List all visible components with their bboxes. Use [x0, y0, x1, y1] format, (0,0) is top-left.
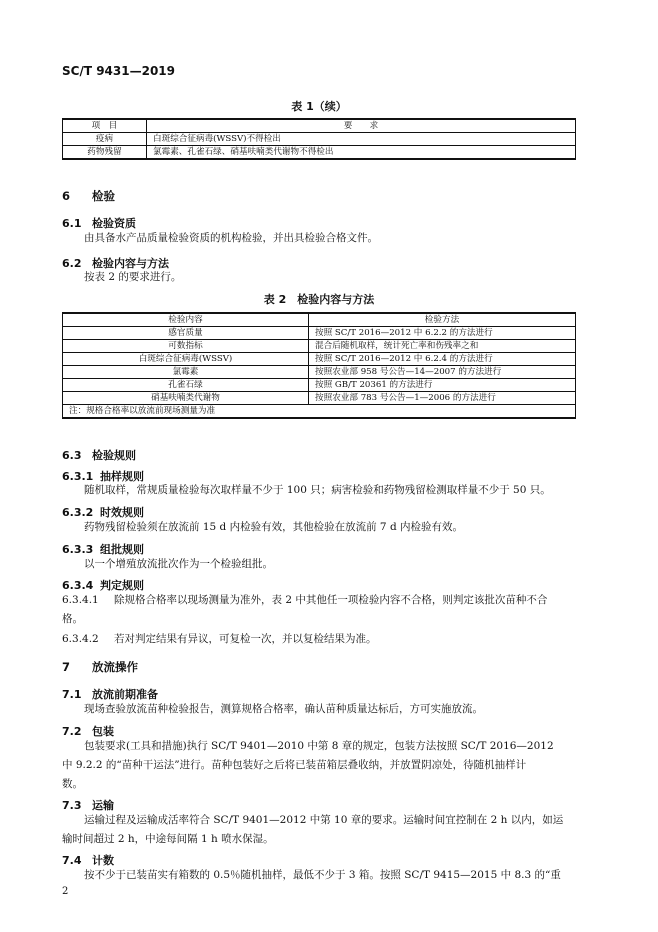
- table-row: [63, 133, 576, 146]
- section-title: 抽样规则: [100, 470, 144, 483]
- section-title: 计数: [92, 854, 114, 867]
- section-number: 6.3.1: [62, 470, 94, 483]
- table-row: [63, 366, 576, 379]
- section-number: 6.3: [62, 449, 82, 462]
- table-row: [63, 327, 576, 340]
- section-heading: [62, 188, 115, 204]
- section-title: 组批规则: [100, 543, 144, 556]
- paragraph: 运输过程及运输成活率符合 SC/T 9401—2012 中第 10 章的要求。运输时间宜控制在 2 h 以内，如运: [84, 814, 564, 826]
- paragraph: 现场查验放流苗种检验报告，测算规格合格率，确认苗种质量达标后，方可实施放流。: [84, 703, 483, 715]
- clause-text: 若对判定结果有异议，可复检一次，并以复检结果为准。: [114, 633, 377, 645]
- paragraph-continuation: 中 9.2.2 的“苗种干运法”进行。苗种包装好之后将已装苗箱层叠收纳，并放置阴凉处，待随机抽样计: [62, 759, 527, 771]
- clause-number: 6.3.4.1: [62, 594, 99, 606]
- table2-cell: 按照农业部 783 号公告—1—2006 的方法进行: [309, 392, 576, 405]
- paragraph: 药物残留检验须在放流前 15 d 内检验有效，其他检验在放流前 7 d 内检验有效。: [84, 521, 464, 533]
- section-number: 7.4: [62, 854, 82, 867]
- table2-cell: 孔雀石绿: [63, 379, 309, 392]
- paragraph: 以一个增殖放流批次作为一个检验组批。: [84, 558, 273, 570]
- section-heading: [62, 447, 136, 463]
- section-number: 6.2: [62, 257, 82, 270]
- clause-number: 6.3.4.2: [62, 633, 99, 645]
- table2-cell: 氯霉素: [63, 366, 309, 379]
- table1-header-item: 项 目: [63, 119, 147, 133]
- section-title: 放流操作: [92, 660, 138, 674]
- table1-cell: 药物残留: [63, 146, 147, 160]
- table2-note: 注：规格合格率以放流前现场测量为准: [63, 405, 576, 419]
- table1-cell: 白斑综合征病毒(WSSV)不得检出: [147, 133, 576, 146]
- table2-cell: 按照 SC/T 2016—2012 中 6.2.4 的方法进行: [309, 353, 576, 366]
- page-number: 2: [62, 886, 69, 897]
- section-number: 7: [62, 660, 71, 674]
- section-title: 检验内容与方法: [92, 257, 169, 270]
- table1-header-row: [63, 119, 576, 133]
- table-row: [63, 146, 576, 160]
- table2-cell: 硝基呋喃类代谢物: [63, 392, 309, 405]
- table1: [62, 118, 576, 160]
- table-row: [63, 353, 576, 366]
- table-row: [63, 379, 576, 392]
- table2-cell: 按照 GB/T 20361 的方法进行: [309, 379, 576, 392]
- section-number: 7.1: [62, 688, 82, 701]
- table2-cell: 白斑综合征病毒(WSSV): [63, 353, 309, 366]
- section-number: 6: [62, 189, 71, 203]
- table2-cell: 感官质量: [63, 327, 309, 340]
- section-number: 6.3.2: [62, 506, 94, 519]
- table2-cell: 可数指标: [63, 340, 309, 353]
- section-title: 时效规则: [100, 506, 144, 519]
- section-title: 检验资质: [92, 217, 136, 230]
- table2-cell: 混合后随机取样，统计死亡率和伤残率之和: [309, 340, 576, 353]
- paragraph-continuation: 输时间超过 2 h，中途每间隔 1 h 喷水保湿。: [62, 833, 274, 845]
- clause-text: 除规格合格率以现场测量为准外，表 2 中其他任一项检验内容不合格，则判定该批次苗种不合: [114, 594, 548, 606]
- table-row: [63, 340, 576, 353]
- section-number: 7.3: [62, 799, 82, 812]
- paragraph: 包装要求(工具和措施)执行 SC/T 9401—2010 中第 8 章的规定，包装方法按照 SC/T 2016—2012: [84, 740, 554, 752]
- table2-caption: 表 2 检验内容与方法: [263, 293, 375, 306]
- paragraph: 由具备水产品质量检验资质的机构检验，并出具检验合格文件。: [84, 232, 378, 244]
- paragraph: 按不少于已装苗实有箱数的 0.5％随机抽样，最低不少于 3 箱。按照 SC/T 9415—2015 中 8.3 的“重: [84, 869, 561, 881]
- table-row: [63, 392, 576, 405]
- paragraph: 随机取样，常规质量检验每次取样量不少于 100 只；病害检验和药物残留检测取样量不少于 50 只。: [84, 484, 551, 496]
- paragraph: 按表 2 的要求进行。: [84, 271, 182, 283]
- paragraph: [62, 591, 582, 610]
- table2-cell: 按照 SC/T 2016—2012 中 6.2.2 的方法进行: [309, 327, 576, 340]
- table1-cell: 氯霉素、孔雀石绿、硝基呋喃类代谢物不得检出: [147, 146, 576, 160]
- table2-note-row: [63, 405, 576, 419]
- table2-cell: 按照农业部 958 号公告—14—2007 的方法进行: [309, 366, 576, 379]
- section-number: 6.3.3: [62, 543, 94, 556]
- section-title: 放流前期准备: [92, 688, 158, 701]
- document-code: SC/T 9431—2019: [62, 64, 175, 78]
- table1-cell: 疫病: [63, 133, 147, 146]
- paragraph-continuation: 数。: [62, 778, 83, 790]
- section-number: 6.3.4: [62, 579, 94, 592]
- paragraph-continuation: 格。: [62, 613, 83, 625]
- table2: [62, 312, 576, 419]
- section-title: 运输: [92, 799, 114, 812]
- section-number: 6.1: [62, 217, 82, 230]
- section-title: 检验: [92, 189, 115, 203]
- section-title: 判定规则: [100, 579, 144, 592]
- table1-header-requirement: 要 求: [147, 119, 576, 133]
- section-title: 检验规则: [92, 449, 136, 462]
- section-heading: [62, 659, 138, 675]
- table2-header-method: 检验方法: [309, 313, 576, 327]
- table2-header-row: [63, 313, 576, 327]
- table1-caption: 表 1（续）: [291, 100, 347, 113]
- section-title: 包装: [92, 725, 114, 738]
- paragraph: [62, 630, 377, 649]
- table2-header-content: 检验内容: [63, 313, 309, 327]
- section-number: 7.2: [62, 725, 82, 738]
